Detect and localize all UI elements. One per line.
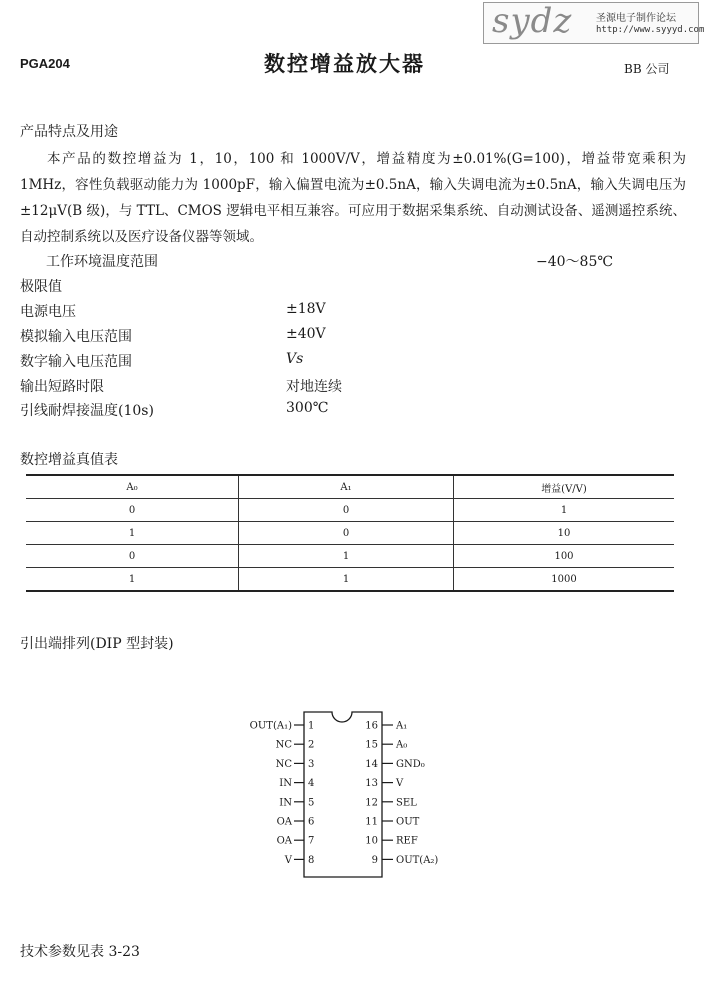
table-cell: 1000 bbox=[454, 568, 675, 592]
right-pins bbox=[365, 721, 438, 866]
pin-label: OUT(A₂) bbox=[396, 854, 439, 866]
pin-label: V bbox=[396, 778, 404, 790]
logo-url: http://www.syyyd.com bbox=[596, 25, 705, 35]
pin-number: 12 bbox=[365, 797, 378, 809]
pin-number: 1 bbox=[308, 720, 315, 732]
truth-table-heading: 数控增益真值表 bbox=[20, 452, 118, 468]
page-title: 数控增益放大器 bbox=[264, 52, 425, 76]
column-header: A₁ bbox=[239, 475, 454, 499]
pin-label: A₁ bbox=[396, 720, 408, 732]
limit-label: 引线耐焊接温度(10s) bbox=[20, 403, 154, 419]
ic-body bbox=[304, 712, 382, 877]
features-heading: 产品特点及用途 bbox=[20, 124, 118, 140]
model-number: PGA204 bbox=[20, 56, 70, 71]
table-cell: 0 bbox=[239, 499, 454, 522]
pin-number: 14 bbox=[365, 758, 378, 770]
limit-value: 对地连续 bbox=[286, 379, 342, 395]
pin-number: 16 bbox=[365, 720, 378, 732]
table-cell: 0 bbox=[26, 545, 239, 568]
column-header: A₀ bbox=[26, 475, 239, 499]
table-cell: 10 bbox=[454, 522, 675, 545]
limits-heading: 极限值 bbox=[20, 279, 62, 295]
pin-number: 2 bbox=[308, 739, 315, 751]
table-cell: 1 bbox=[26, 522, 239, 545]
logo-forum-name: 圣源电子制作论坛 bbox=[596, 13, 676, 24]
pin-number: 3 bbox=[308, 758, 315, 770]
limit-label: 数字输入电压范围 bbox=[20, 354, 132, 370]
limit-value: ±18V bbox=[286, 301, 326, 317]
pin-label: V bbox=[284, 854, 292, 866]
table-cell: 1 bbox=[239, 545, 454, 568]
table-cell: 0 bbox=[26, 499, 239, 522]
limit-value: ±40V bbox=[286, 326, 326, 342]
pin-number: 5 bbox=[308, 797, 315, 809]
pin-number: 15 bbox=[365, 739, 378, 751]
table-cell: 1 bbox=[239, 568, 454, 592]
limit-label: 输出短路时限 bbox=[20, 379, 104, 395]
pin-number: 7 bbox=[308, 835, 315, 847]
pin-label: GND₀ bbox=[396, 758, 425, 770]
pin-number: 13 bbox=[365, 778, 378, 790]
pin-label: OUT(A₁) bbox=[249, 720, 292, 732]
pin-number: 6 bbox=[308, 816, 315, 828]
table-cell: 100 bbox=[454, 545, 675, 568]
company-name: BB 公司 bbox=[624, 62, 670, 76]
pin-number: 4 bbox=[308, 778, 315, 790]
limit-value: Vs bbox=[286, 351, 304, 367]
table-cell: 0 bbox=[239, 522, 454, 545]
pin-label: REF bbox=[396, 835, 418, 847]
logo-mark: sydz bbox=[492, 1, 573, 41]
pin-label: NC bbox=[275, 758, 292, 770]
table-cell: 1 bbox=[26, 568, 239, 592]
pin-number: 9 bbox=[371, 854, 378, 866]
column-header: 增益(V/V) bbox=[454, 475, 675, 499]
pin-label: OA bbox=[276, 835, 292, 847]
limit-label: 模拟输入电压范围 bbox=[20, 329, 132, 345]
table-cell: 1 bbox=[454, 499, 675, 522]
env-temp-label: 工作环境温度范围 bbox=[46, 254, 158, 270]
pin-number: 10 bbox=[365, 835, 378, 847]
footer-note: 技术参数见表 3-23 bbox=[20, 944, 140, 960]
pin-label: IN bbox=[279, 797, 292, 809]
pin-label: IN bbox=[279, 778, 292, 790]
pin-label: SEL bbox=[396, 797, 417, 809]
pin-label: OUT bbox=[396, 816, 420, 828]
pin-number: 8 bbox=[308, 854, 315, 866]
pin-label: A₀ bbox=[396, 739, 408, 751]
pinout-heading: 引出端排列(DIP 型封装) bbox=[20, 636, 174, 652]
left-pins bbox=[250, 721, 315, 866]
env-temp-value: −40～85℃ bbox=[536, 254, 614, 270]
pin-label: OA bbox=[276, 816, 292, 828]
limit-value: 300℃ bbox=[286, 400, 329, 416]
features-paragraph: 本产品的数控增益为 1，10，100 和 1000V/V，增益精度为±0.01%(G=100)，增益带宽乘积为 1MHz，容性负载驱动能力为 1000pF，输入偏置电流为±0.5nA，输入失调电流为±0.5nA，输入失调电压为±12μV(B 级)，与 TTL、CMOS 逻辑电平相互兼容。可应用于数据采集系统、自动测试设备、遥测遥控系统、自动控制系统以及医疗设备仪器等领域。 bbox=[20, 151, 686, 245]
pin-number: 11 bbox=[365, 816, 378, 828]
limit-label: 电源电压 bbox=[20, 304, 76, 320]
pin-label: NC bbox=[275, 739, 292, 751]
